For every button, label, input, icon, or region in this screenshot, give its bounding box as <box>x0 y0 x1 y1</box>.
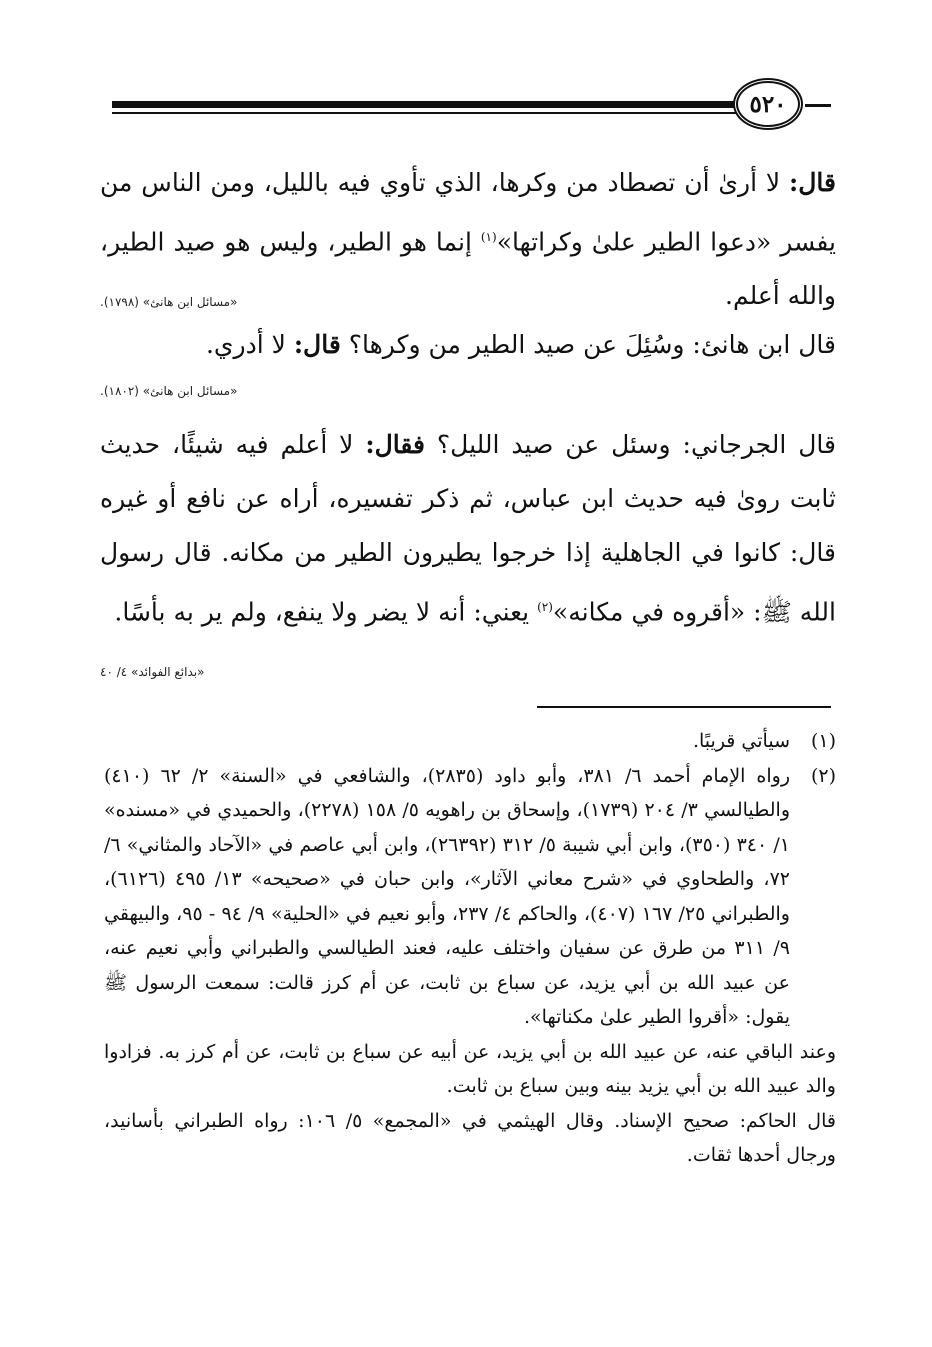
paragraph-3-text-a: قال الجرجاني: وسئل عن صيد الليل؟ <box>424 430 836 459</box>
header-rule-thick <box>112 101 740 108</box>
footnote-2-text: رواه الإمام أحمد ٦/ ٣٨١، وأبو داود (٢٨٣٥)، والشافعي في «السنة» ٢/ ٦٢ (٤١٠) والطيالسي ٣/ ٢٠٤ (١٧٣٩)، وإسحاق بن راهويه ٥/ ١٥٨ (٢٢٧٨)، والحميدي في «مسنده» ١/ ٣٤٠ (٣٥٠)، وابن أبي شيبة ٥/ ٣١٢ (٢٦٣٩٢)، وابن أبي عاصم في «الآحاد والمثاني» ٦/ ٧٢، والطحاوي في «شرح معاني الآثار»، وابن حبان في «صحيحه» ١٣/ ٤٩٥ (٦١٢٦)، والطبراني ٢٥/ ١٦٧ (٤٠٧)، والحاكم ٤/ ٢٣٧، وأبو نعيم في «الحلية» ٩/ ٩٤ - ٩٥، والبيهقي ٩/ ٣١١ من طرق عن سفيان واختلف عليه، فعند الطيالسي والطبراني وأبي نعيم عنه، عن عبيد الله بن أبي يزيد، عن سباع بن ثابت، عن أم كرز قالت: سمعت الرسول ﷺ يقول: «أقروا الطير علىٰ مكناتها». <box>104 764 790 1028</box>
paragraph-1-lead: قال: <box>789 168 836 197</box>
paragraph-3-text-b: لا أعلم فيه شيئًا، حديث ثابت روىٰ فيه حديث ابن عباس، ثم ذكر تفسيره، أراه عن نافع أو غيره قال: كانوا في الجاهلية إذا خرجوا يطيرون الطير من مكانه. قال رسول الله ﷺ: «أقروه في مكانه» <box>100 430 836 627</box>
footnote-ref-1: (١) <box>480 230 497 244</box>
footnote-2-number: (٢) <box>810 764 836 787</box>
paragraph-1-text-a: لا أرىٰ أن تصطاد من وكرها، الذي تأوي فيه بالليل، ومن الناس من يفسر «دعوا الطير علىٰ وكراتها» <box>100 168 836 257</box>
footnote-ref-2: (٢) <box>537 600 553 614</box>
paragraph-2-text-a: قال ابن هانئ: وسُئِلَ عن صيد الطير من وكرها؟ <box>340 330 836 359</box>
page-number: ٥٢٠ <box>733 78 803 130</box>
paragraph-2-source: «مسائل ابن هانئ» (١٨٠٢). <box>100 384 238 398</box>
paragraph-1-source: «مسائل ابن هانئ» (١٧٩٨). <box>100 295 238 310</box>
footnote-2-continuation-1: وعند الباقي عنه، عن عبيد الله بن أبي يزيد، عن أبيه عن سباع بن ثابت، عن أم كرز به. فزادوا والد عبيد الله بن أبي يزيد بينه وبين سباع بن ثابت. <box>104 1040 836 1097</box>
paragraph-2 <box>100 318 836 372</box>
header-rule-thin <box>112 112 740 114</box>
footnote-divider <box>537 706 831 708</box>
paragraph-3-lead: فقال: <box>365 430 425 459</box>
footnote-1-number: (١) <box>810 730 836 752</box>
paragraph-2-text-b: لا أدري. <box>205 330 294 359</box>
paragraph-1-text-b: إنما هو الطير، وليس هو صيد الطير، والله أعلم. <box>100 227 836 311</box>
footnote-2 <box>104 759 836 1035</box>
page-header <box>0 76 932 136</box>
footnote-1-text: سيأتي قريبًا. <box>692 730 790 752</box>
footnotes <box>104 724 836 1173</box>
footnote-1 <box>104 724 836 759</box>
header-rule-tail <box>805 104 831 107</box>
paragraph-2-lead: قال: <box>293 330 341 359</box>
paragraph-1 <box>100 156 836 329</box>
paragraph-3-text-c: يعني: أنه لا يضر ولا ينفع، ولم ير به بأسًا. <box>114 597 538 627</box>
paragraph-3-source: «بدائع الفوائد» ٤/ ٤٠ <box>100 665 205 680</box>
footnote-2-continuation-2: قال الحاكم: صحيح الإسناد. وقال الهيثمي في «المجمع» ٥/ ١٠٦: رواه الطبراني بأسانيد، ورجال أحدها ثقات. <box>104 1109 836 1166</box>
paragraph-3 <box>100 418 836 699</box>
